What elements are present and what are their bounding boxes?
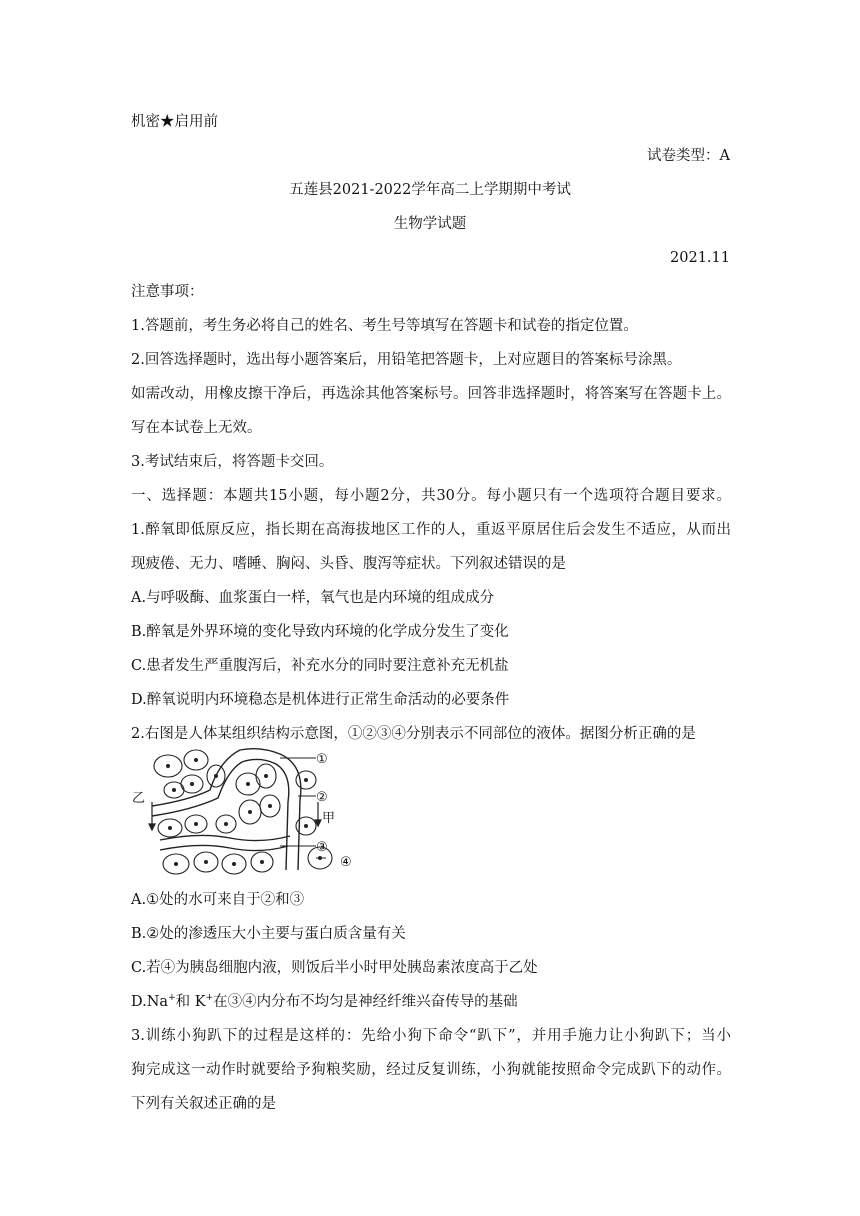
q3-stem-line2: 狗完成这一动作时就要给予狗粮奖励，经过反复训练，小狗就能按照命令完成趴下的动作。 [131,1062,731,1078]
label-1: ① [316,752,328,767]
q1-option-b: B.醉氧是外界环境的变化导致内环境的化学成分发生了变化 [131,624,509,640]
q1-option-d: D.醉氧说明内环境稳态是机体进行正常生命活动的必要条件 [131,692,510,708]
q1-stem-line1: 1.醉氧即低原反应，指长期在高海拔地区工作的人，重返平原居住后会发生不适应，从而出 [131,522,731,538]
notice-item-1: 1.答题前，考生务必将自己的姓名、考生号等填写在答题卡和试卷的指定位置。 [131,318,638,334]
exam-date: 2021.11 [670,250,730,266]
q2-option-b: B.②处的渗透压大小主要与蛋白质含量有关 [131,926,406,942]
q1-option-c: C.患者发生严重腹泻后，补充水分的同时要注意补充无机盐 [131,658,509,674]
label-jia: 甲 [322,811,336,826]
q1-stem-line2: 现疲倦、无力、嗜睡、胸闷、头昏、腹泻等症状。下列叙述错误的是 [131,556,566,572]
notice-heading: 注意事项： [131,284,204,300]
q2-option-d [131,992,518,1012]
notice-item-2: 2.回答选择题时，选出每小题答案后，用铅笔把答题卡，上对应题目的答案标号涂黑。 [131,352,682,368]
capillary-vessel [152,749,301,870]
q1-option-a: A.与呼吸酶、血浆蛋白一样，氧气也是内环境的组成成分 [131,590,495,606]
q2-stem: 2.右图是人体某组织结构示意图，①②③④分别表示不同部位的液体。据图分析正确的是 [131,726,696,742]
label-3: ③ [316,840,328,855]
q2-option-c: C.若④为胰岛细胞内液，则饭后半小时甲处胰岛素浓度高于乙处 [131,960,538,976]
sodium-charge: + [168,993,176,1003]
notice-item-2-cont: 如需改动，用橡皮擦干净后，再选涂其他答案标号。回答非选择题时，将答案写在答题卡上。 [131,386,731,402]
label-4: ④ [340,855,352,870]
q2-option-d-post: 在③④内分布不均匀是神经纤维兴奋传导的基础 [213,994,518,1010]
notice-item-2-cont-2: 写在本试卷上无效。 [131,420,262,436]
subject-title: 生物学试题 [393,216,467,232]
paper-type: 试卷类型：A [647,148,730,164]
section-heading: 一、选择题：本题共15小题，每小题2分，共30分。每小题只有一个选项符合题目要求。 [131,488,731,504]
notice-item-3: 3.考试结束后，将答题卡交回。 [131,454,334,470]
tissue-structure-diagram [130,740,370,880]
label-2: ② [316,790,328,805]
q3-stem-line3: 下列有关叙述正确的是 [131,1096,276,1112]
q2-option-d-pre: D.Na [131,994,169,1010]
label-yi: 乙 [132,791,146,806]
exam-title: 五莲县2021-2022学年高二上学期期中考试 [289,182,571,198]
confidential-mark: 机密★启用前 [131,114,218,130]
q2-option-a: A.①处的水可来自于②和③ [131,892,305,908]
tissue-cells [154,750,332,874]
q3-stem-line1: 3.训练小狗趴下的过程是这样的：先给小狗下命令“趴下”，并用手施力让小狗趴下；当小 [131,1028,731,1044]
q2-option-d-mid: 和 K [175,994,206,1010]
potassium-charge: + [205,993,214,1003]
flow-arrows [149,802,321,830]
